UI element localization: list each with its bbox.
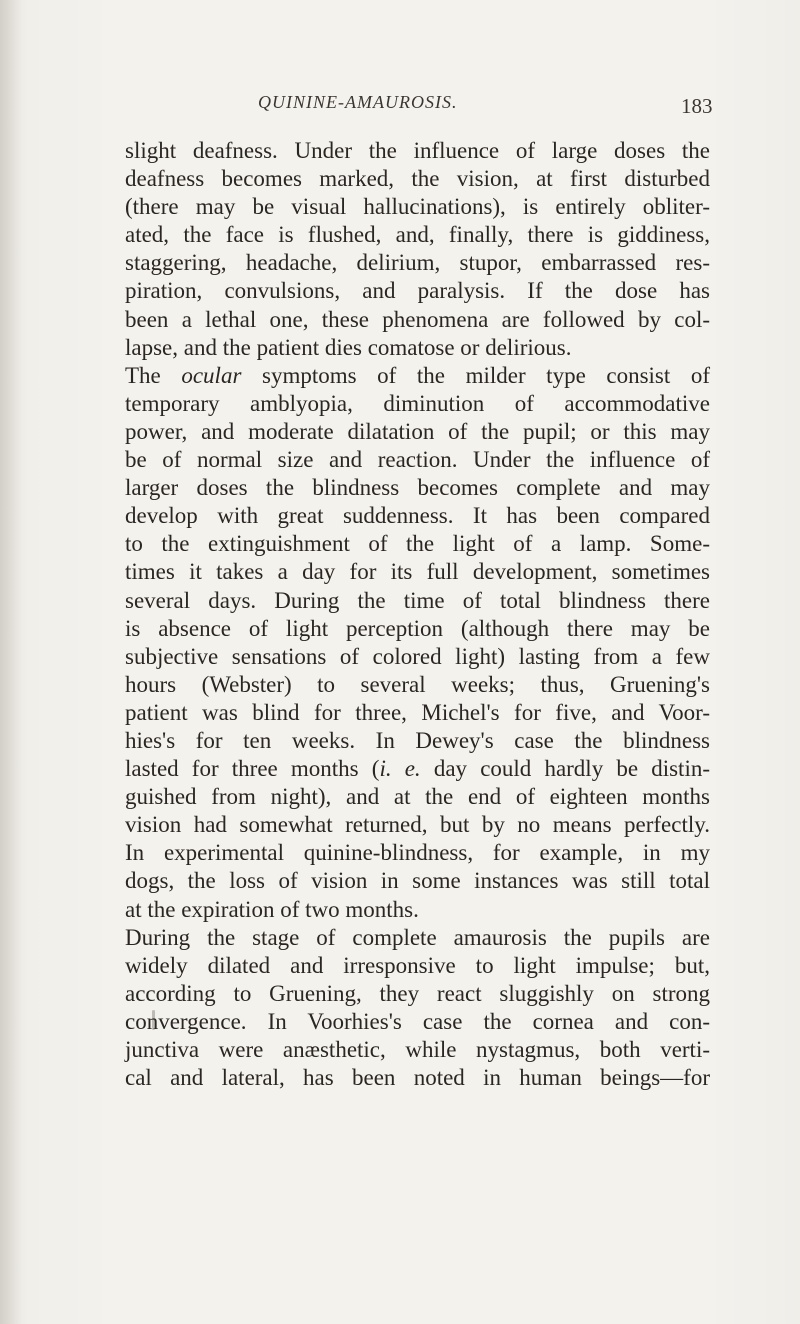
text-line: convergence. In Voorhies's case the cornea and con- xyxy=(125,1008,710,1034)
text-line: guished from night), and at the end of eighteen months xyxy=(125,784,710,810)
text-line: patient was blind for three, Michel's for five, and Voor- xyxy=(125,699,710,725)
text-line: widely dilated and irresponsive to light impulse; but, xyxy=(125,952,710,978)
text-line: deafness becomes marked, the vision, at first disturbed xyxy=(125,166,710,192)
text-line: is absence of light perception (although there may be xyxy=(125,615,710,641)
ie-line-part-2: day could hardly be distin- xyxy=(420,756,710,782)
text-line: at the expiration of two months. xyxy=(125,896,419,922)
text-line: several days. During the time of total blindness there xyxy=(125,587,710,613)
ocular-line-part-1: The xyxy=(125,362,182,388)
ocular-emphasis: ocular xyxy=(181,362,242,388)
text-line: subjective sensations of colored light) lasting from a few xyxy=(125,643,710,669)
text-line: larger doses the blindness becomes complete and may xyxy=(125,475,710,501)
ocular-line-part-2: symptoms of the milder type consist of xyxy=(241,362,710,388)
text-line: (there may be visual hallucinations), is entirely obliter- xyxy=(125,194,710,220)
running-head: QUININE-AMAUROSIS. xyxy=(258,92,458,112)
text-line: slight deafness. Under the influence of large doses the xyxy=(125,138,710,163)
text-line: dogs, the loss of vision in some instances was still total xyxy=(125,868,710,894)
ie-emphasis: i. e. xyxy=(379,756,421,782)
text-line: be of normal size and reaction. Under the influence of xyxy=(125,447,710,473)
text-line: power, and moderate dilatation of the pupil; or this may xyxy=(125,418,710,444)
text-line: lapse, and the patient dies comatose or delirious. xyxy=(125,334,572,360)
body-text xyxy=(125,137,710,1092)
text-line: vision had somewhat returned, but by no means perfectly. xyxy=(125,812,710,838)
text-line: In experimental quinine-blindness, for example, in my xyxy=(125,840,710,866)
text-line: temporary amblyopia, diminution of accommodative xyxy=(125,390,710,416)
ie-line-part-1: lasted for three months ( xyxy=(125,756,380,782)
text-line: piration, convulsions, and paralysis. If the dose has xyxy=(125,278,710,304)
text-line: to the extinguishment of the light of a lamp. Some- xyxy=(125,531,710,557)
text-line-ocular xyxy=(125,362,710,390)
text-line: cal and lateral, has been noted in human beings—for xyxy=(125,1065,710,1091)
text-line: During the stage of complete amaurosis the pupils are xyxy=(125,924,710,950)
gutter-shadow xyxy=(0,0,22,1324)
text-line: according to Gruening, they react sluggishly on strong xyxy=(125,980,710,1006)
text-line: hours (Webster) to several weeks; thus, Gruening's xyxy=(125,671,710,697)
text-line: develop with great suddenness. It has been compared xyxy=(125,503,710,529)
page-number: 183 xyxy=(681,94,713,118)
text-line: junctiva were anæsthetic, while nystagmus, both verti- xyxy=(125,1037,710,1062)
ink-speck xyxy=(152,1010,155,1030)
text-line: times it takes a day for its full development, sometimes xyxy=(125,559,710,585)
text-line: hies's for ten weeks. In Dewey's case the blindness xyxy=(125,727,710,753)
text-line: ated, the face is flushed, and, finally, there is giddiness, xyxy=(125,222,710,248)
text-line: staggering, headache, delirium, stupor, embarrassed res- xyxy=(125,250,710,276)
text-line-ie xyxy=(125,755,710,783)
text-line: been a lethal one, these phenomena are followed by col- xyxy=(125,306,710,332)
